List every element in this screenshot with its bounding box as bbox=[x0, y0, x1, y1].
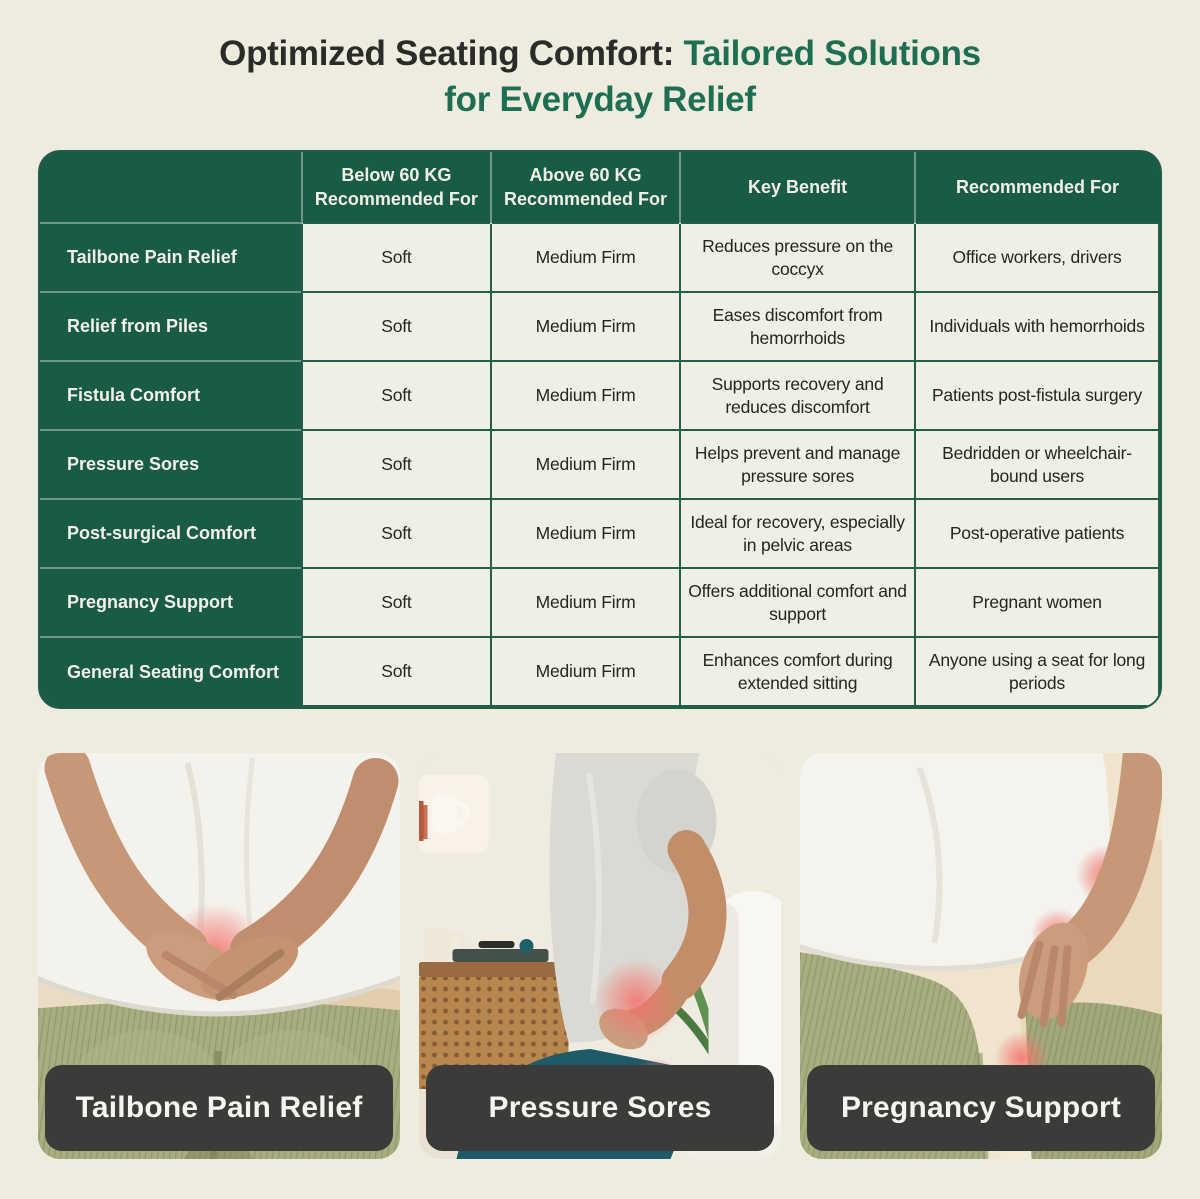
cell-recommended: Anyone using a seat for long periods bbox=[915, 637, 1159, 706]
cell-below: Soft bbox=[302, 223, 491, 292]
header-key-benefit: Key Benefit bbox=[680, 152, 915, 223]
row-label-tailbone: Tailbone Pain Relief bbox=[40, 223, 302, 292]
cell-below: Soft bbox=[302, 430, 491, 499]
page-title bbox=[0, 0, 1200, 123]
cell-recommended: Pregnant women bbox=[915, 568, 1159, 637]
table-row bbox=[40, 637, 1159, 706]
title-green-part: Tailored Solutions bbox=[683, 34, 981, 73]
comparison-table bbox=[38, 150, 1162, 709]
cell-recommended: Post-operative patients bbox=[915, 499, 1159, 568]
cell-recommended: Office workers, drivers bbox=[915, 223, 1159, 292]
photo-card-pressure-sores bbox=[419, 753, 781, 1159]
cell-recommended: Individuals with hemorrhoids bbox=[915, 292, 1159, 361]
table-row bbox=[40, 430, 1159, 499]
row-label-general: General Seating Comfort bbox=[40, 637, 302, 706]
photo-caption-pressure-sores: Pressure Sores bbox=[426, 1065, 774, 1151]
table-row bbox=[40, 361, 1159, 430]
photo-gallery bbox=[38, 753, 1162, 1159]
cell-above: Medium Firm bbox=[491, 292, 680, 361]
header-recommended-for: Recommended For bbox=[915, 152, 1159, 223]
photo-caption-tailbone: Tailbone Pain Relief bbox=[45, 1065, 393, 1151]
table-row bbox=[40, 499, 1159, 568]
photo-card-tailbone bbox=[38, 753, 400, 1159]
table-header-row bbox=[40, 152, 1159, 223]
cell-above: Medium Firm bbox=[491, 499, 680, 568]
title-line-2: for Everyday Relief bbox=[444, 80, 756, 119]
cell-above: Medium Firm bbox=[491, 637, 680, 706]
cell-benefit: Reduces pressure on the coccyx bbox=[680, 223, 915, 292]
cell-below: Soft bbox=[302, 499, 491, 568]
cell-above: Medium Firm bbox=[491, 361, 680, 430]
photo-caption-pregnancy: Pregnancy Support bbox=[807, 1065, 1155, 1151]
cell-benefit: Ideal for recovery, especially in pelvic areas bbox=[680, 499, 915, 568]
cell-benefit: Offers additional comfort and support bbox=[680, 568, 915, 637]
row-label-pregnancy: Pregnancy Support bbox=[40, 568, 302, 637]
cell-above: Medium Firm bbox=[491, 568, 680, 637]
cell-benefit: Enhances comfort during extended sitting bbox=[680, 637, 915, 706]
table-row bbox=[40, 292, 1159, 361]
cell-recommended: Patients post-fistula surgery bbox=[915, 361, 1159, 430]
cell-below: Soft bbox=[302, 292, 491, 361]
header-below-60kg: Below 60 KG Recommended For bbox=[302, 152, 491, 223]
row-label-fistula: Fistula Comfort bbox=[40, 361, 302, 430]
header-above-60kg: Above 60 KG Recommended For bbox=[491, 152, 680, 223]
cell-below: Soft bbox=[302, 637, 491, 706]
cell-above: Medium Firm bbox=[491, 223, 680, 292]
table-row bbox=[40, 223, 1159, 292]
cell-benefit: Supports recovery and reduces discomfort bbox=[680, 361, 915, 430]
cell-benefit: Eases discomfort from hemorrhoids bbox=[680, 292, 915, 361]
row-label-piles: Relief from Piles bbox=[40, 292, 302, 361]
cell-recommended: Bedridden or wheelchair-bound users bbox=[915, 430, 1159, 499]
cell-below: Soft bbox=[302, 361, 491, 430]
row-label-post-surgical: Post-surgical Comfort bbox=[40, 499, 302, 568]
title-line-1 bbox=[0, 31, 1200, 77]
header-blank-cell bbox=[40, 152, 302, 223]
table-row bbox=[40, 568, 1159, 637]
title-dark-part: Optimized Seating Comfort: bbox=[219, 34, 684, 73]
cell-above: Medium Firm bbox=[491, 430, 680, 499]
cell-benefit: Helps prevent and manage pressure sores bbox=[680, 430, 915, 499]
photo-card-pregnancy bbox=[800, 753, 1162, 1159]
cell-below: Soft bbox=[302, 568, 491, 637]
row-label-pressure-sores: Pressure Sores bbox=[40, 430, 302, 499]
